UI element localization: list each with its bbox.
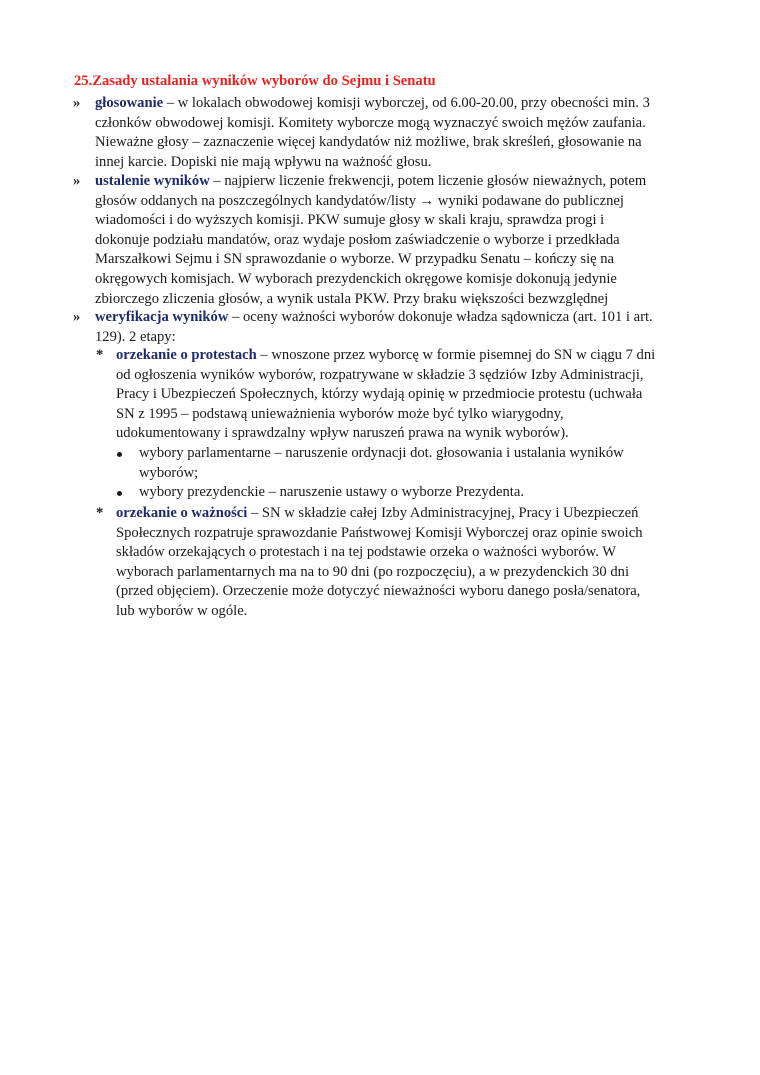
- item-marker: »: [73, 309, 81, 325]
- item-line: weryfikacja wyników – oceny ważności wyborów dokonuje władza sądownicza (art. 101 i art.: [95, 309, 653, 325]
- bullet-dot-icon: [117, 452, 122, 457]
- section-title: 25.Zasady ustalania wyników wyborów do Sejmu i Senatu: [74, 73, 436, 89]
- item-marker: »: [73, 173, 81, 189]
- item-line: orzekanie o protestach – wnoszone przez wyborcę w formie pisemnej do SN w ciągu 7 dni: [116, 347, 656, 363]
- item-line: wyborów;: [139, 464, 199, 481]
- item-line: 129). 2 etapy:: [95, 328, 176, 345]
- item-line: wiadomości i do wyższych komisji. PKW sumuje głosy w skali kraju, sprawdza progi i: [95, 212, 605, 229]
- subitem-orzekanie-o-waznosci: [116, 504, 643, 622]
- item-line: głosowanie – w lokalach obwodowej komisji wyborczej, od 6.00-20.00, przy obecności min. 3: [95, 95, 650, 111]
- item-line: zbiorczego zliczenia głosów, a wynik ustala PKW. Przy braku większości bezwzględnej: [95, 290, 609, 307]
- list-item-weryfikacja-wynikow: [95, 308, 653, 347]
- item-term: orzekanie o ważności: [116, 505, 248, 521]
- bullet-dot-icon: [117, 491, 122, 496]
- item-term: głosowanie: [95, 95, 164, 111]
- item-line: Pracy i Ubezpieczeń Społecznych, którzy wydają opinię w przedmiocie protestu (uchwała: [116, 386, 643, 403]
- item-term: ustalenie wyników: [95, 173, 210, 189]
- bullet-item-parlamentarne: [139, 444, 624, 483]
- item-line: orzekanie o ważności – SN w składzie całej Izby Administracyjnej, Pracy i Ubezpieczeń: [116, 505, 639, 521]
- item-line: Nieważne głosy – zaznaczenie więcej kandydatów niż możliwe, brak skreśleń, głosowanie na: [95, 134, 642, 151]
- subitem-marker: *: [96, 505, 104, 521]
- subitem-marker: *: [96, 347, 104, 363]
- item-line: wyborach parlamentarnych ma na to 90 dni (po rozpoczęciu), a w prezydenckich 30 dni: [116, 563, 630, 580]
- item-line: wybory parlamentarne – naruszenie ordynacji dot. głosowania i ustalania wyników: [139, 445, 624, 461]
- list-item-glosowanie: [95, 94, 650, 172]
- item-line: Społecznych rozpatruje sprawozdanie Państwowej Komisji Wyborczej oraz opinie swoich: [116, 524, 643, 541]
- item-line: wybory prezydenckie – naruszenie ustawy o wyborze Prezydenta.: [139, 484, 524, 500]
- item-line: (przed objęciem). Orzeczenie może dotyczyć nieważności wyboru danego posła/senatora,: [116, 583, 641, 600]
- item-line: okręgowych komisjach. W wyborach prezydenckich okręgowe komisje dokonują jedynie: [95, 270, 617, 287]
- item-marker: »: [73, 95, 81, 111]
- item-line: składów orzekających o protestach i na tej podstawie orzeka o ważności wyborów. W: [116, 544, 617, 561]
- subitem-orzekanie-o-protestach: [116, 346, 655, 444]
- item-line: dokonuje podziału mandatów, oraz wydaje posłom zaświadczenie o wyborze i przedkłada: [95, 231, 620, 248]
- item-term: weryfikacja wyników: [95, 309, 229, 325]
- item-line: SN z 1995 – podstawą unieważnienia wyborów może być tylko wiarygodny,: [116, 405, 564, 422]
- item-line: udokumentowany i sprawdzalny wpływ naruszeń prawa na wynik wyborów).: [116, 425, 569, 442]
- item-line: od ogłoszenia wyników wyborów, rozpatrywane w składzie 3 sędziów Izby Administracji,: [116, 366, 644, 383]
- item-line: ustalenie wyników – najpierw liczenie frekwencji, potem liczenie głosów nieważnych, potem: [95, 173, 647, 189]
- list-item-ustalenie-wynikow: [95, 172, 646, 309]
- item-line: lub wyborów w ogóle.: [116, 602, 248, 619]
- item-line: innej karcie. Dopiski nie mają wpływu na ważność głosu.: [95, 153, 432, 170]
- item-term: orzekanie o protestach: [116, 347, 257, 363]
- item-line: Marszałkowi Sejmu i SN sprawozdanie o wyborze. W przypadku Senatu – kończy się na: [95, 251, 615, 268]
- bullet-item-prezydenckie: [139, 483, 524, 503]
- item-line: głosów oddanych na poszczególnych kandydatów/listy → wyniki podawane do publicznej: [95, 192, 624, 209]
- item-line: członków obwodowej komisji. Komitety wyborcze mogą wyznaczyć swoich mężów zaufania.: [95, 114, 646, 131]
